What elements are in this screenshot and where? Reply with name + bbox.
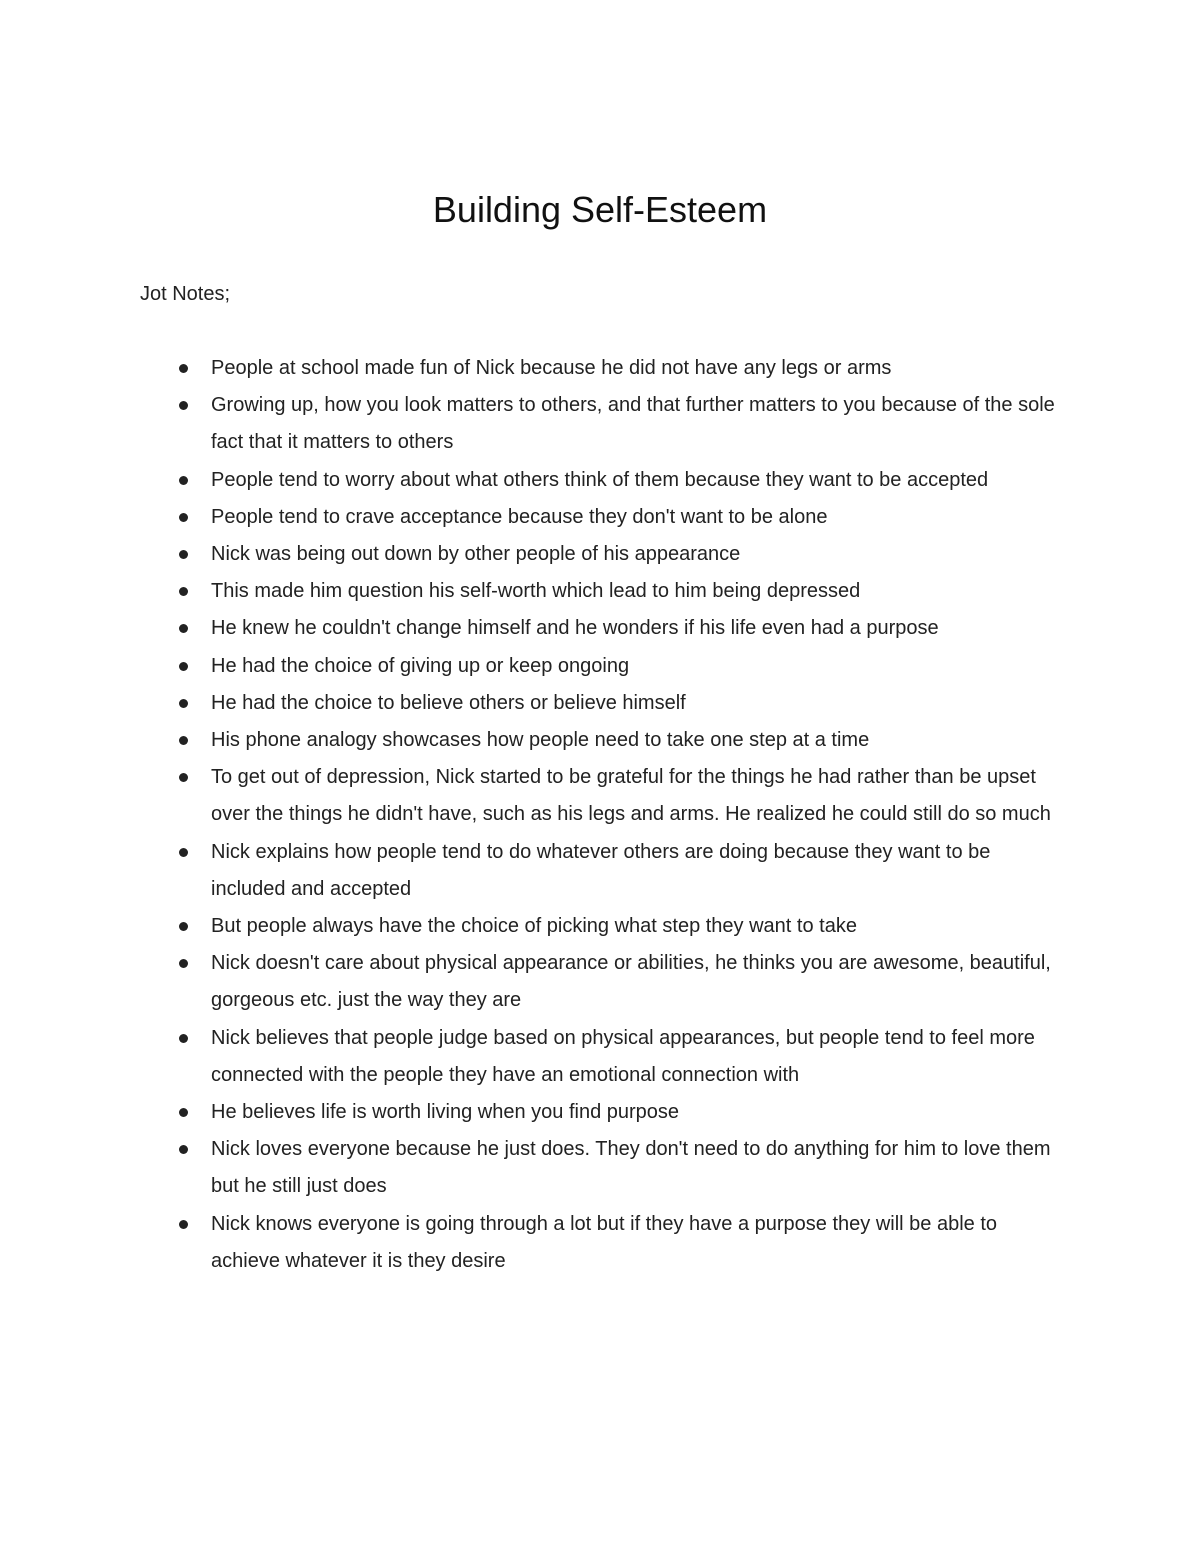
note-text: Nick believes that people judge based on physical appearances, but people tend to feel more connected with the people they have an emotional connection with — [211, 1026, 1035, 1086]
list-item — [140, 648, 1070, 685]
bullet-icon — [179, 922, 188, 931]
note-text: But people always have the choice of picking what step they want to take — [211, 915, 857, 938]
bullet-icon — [179, 1108, 188, 1117]
note-text: He believes life is worth living when you find purpose — [211, 1101, 680, 1124]
list-item — [140, 387, 1070, 461]
intro-label: Jot Notes; — [140, 283, 231, 305]
note-text: Nick loves everyone because he just does. They don't need to do anything for him to love them but he still just does — [211, 1138, 1051, 1198]
note-text: To get out of depression, Nick started to be grateful for the things he had rather than be upset over the things he didn't have, such as his legs and arms. He realized he could still do so much — [211, 766, 1051, 826]
list-item — [140, 462, 1070, 499]
list-item — [140, 499, 1070, 536]
notes-list — [140, 350, 1070, 1280]
list-item — [140, 1094, 1070, 1131]
bullet-icon — [179, 624, 188, 633]
list-item — [140, 759, 1070, 833]
list-item — [140, 1131, 1070, 1205]
list-item — [140, 1020, 1070, 1094]
bullet-icon — [179, 736, 188, 745]
bullet-icon — [179, 1034, 188, 1043]
list-item — [140, 834, 1070, 908]
note-text: He had the choice to believe others or believe himself — [211, 691, 686, 714]
bullet-icon — [179, 364, 188, 373]
document-title: Building Self-Esteem — [432, 189, 768, 230]
note-text: Nick was being out down by other people of his appearance — [211, 543, 741, 566]
bullet-icon — [179, 401, 188, 410]
note-text: People tend to worry about what others think of them because they want to be accepted — [211, 468, 989, 491]
list-item — [140, 685, 1070, 722]
bullet-icon — [179, 550, 188, 559]
list-item — [140, 945, 1070, 1019]
note-text: He had the choice of giving up or keep ongoing — [211, 654, 630, 677]
bullet-icon — [179, 476, 188, 485]
bullet-icon — [179, 662, 188, 671]
note-text: He knew he couldn't change himself and he wonders if his life even had a purpose — [211, 617, 939, 640]
note-text: People tend to crave acceptance because they don't want to be alone — [211, 505, 828, 528]
bullet-icon — [179, 699, 188, 708]
bullet-icon — [179, 1220, 188, 1229]
bullet-icon — [179, 773, 188, 782]
note-text: His phone analogy showcases how people need to take one step at a time — [211, 729, 870, 752]
list-item — [140, 536, 1070, 573]
note-text: People at school made fun of Nick because he did not have any legs or arms — [211, 357, 892, 379]
bullet-icon — [179, 587, 188, 596]
list-item — [140, 350, 1070, 387]
list-item — [140, 1206, 1070, 1280]
note-text: Growing up, how you look matters to others, and that further matters to you because of the sole fact that it matters to others — [211, 394, 1055, 454]
note-text: Nick explains how people tend to do whatever others are doing because they want to be included and accepted — [211, 840, 991, 900]
list-item — [140, 610, 1070, 647]
bullet-icon — [179, 513, 188, 522]
bullet-icon — [179, 1145, 188, 1154]
list-item — [140, 722, 1070, 759]
bullet-icon — [179, 959, 188, 968]
note-text: Nick doesn't care about physical appearance or abilities, he thinks you are awesome, beautiful, gorgeous etc. just the way they are — [211, 952, 1051, 1012]
bullet-icon — [179, 848, 188, 857]
note-text: Nick knows everyone is going through a lot but if they have a purpose they will be able to achieve whatever it is they desire — [211, 1212, 998, 1272]
list-item — [140, 573, 1070, 610]
note-text: This made him question his self-worth which lead to him being depressed — [211, 580, 861, 603]
list-item — [140, 908, 1070, 945]
